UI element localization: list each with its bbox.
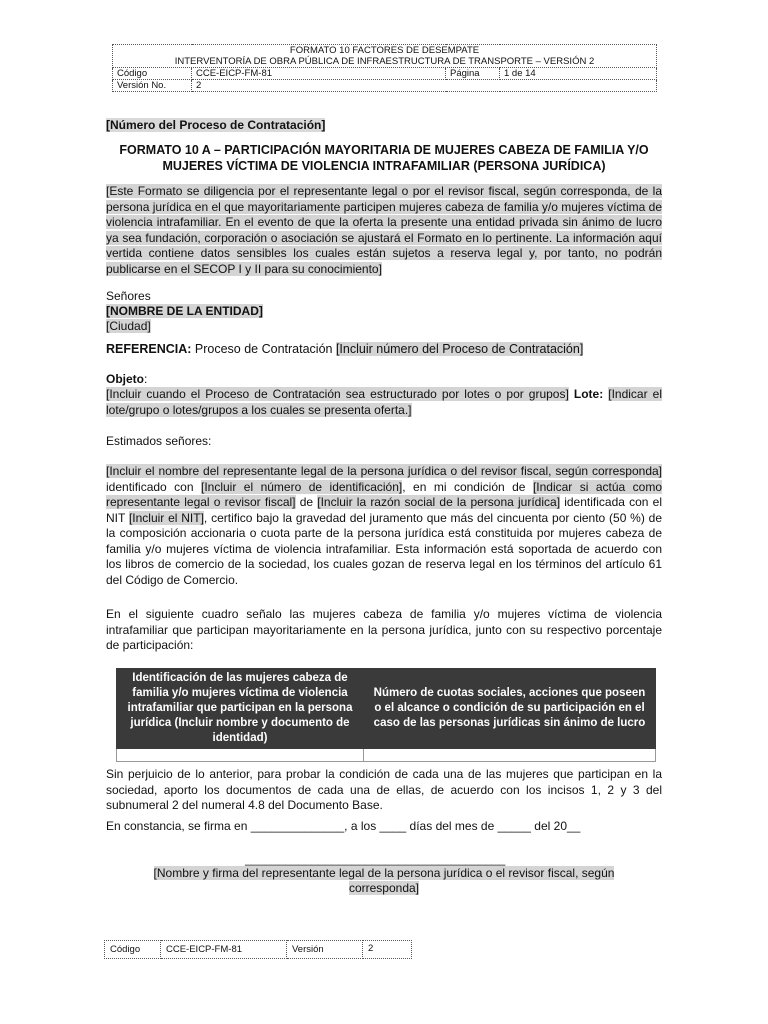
header-title <box>113 45 657 68</box>
footer-codigo-label: Código <box>105 941 161 959</box>
table-cell[interactable] <box>364 749 656 762</box>
saludo: Estimados señores: <box>106 434 212 448</box>
signature-line: _______________________________________ <box>245 852 506 866</box>
objeto-colon: : <box>144 372 148 386</box>
body1-text-2: , en mi condición de <box>402 479 533 494</box>
placeholder-condicion: [Indicar si actúa como representante legal o revisor fiscal] <box>106 479 663 509</box>
ciudad-placeholder <box>106 319 662 335</box>
placeholder-nit: [Incluir el NIT] <box>128 510 204 525</box>
page-title: FORMATO 10 A – PARTICIPACIÓN MAYORITARIA DE MUJERES CABEZA DE FAMILIA Y/O MUJERES VÍCTIMA DE VIOLENCIA INTRAFAMILIAR (PERSONA JURÍDICA) <box>119 143 649 173</box>
footer-version-label: Versión <box>287 941 363 959</box>
objeto-text <box>106 387 662 418</box>
codigo-value: CCE-EICP-FM-81 <box>192 68 446 80</box>
objeto-placeholder-2: [Indicar el lote/grupo o lotes/grupos a los cuales se presenta oferta.] <box>106 387 662 417</box>
header-line-2: INTERVENTORÍA DE OBRA PÚBLICA DE INFRAESTRUCTURA DE TRANSPORTE – VERSIÓN 2 <box>174 56 595 67</box>
documentos-paragraph: Sin perjuicio de lo anterior, para probar la condición de cada una de las mujeres que participan en la sociedad, aporto los documentos de cada una de ellas, de acuerdo con los incisos 1, 2 y 3 del subnumeral 2 del numeral 4.8 del Documento Base. <box>106 767 662 812</box>
footer-table <box>104 940 412 959</box>
pagina-label: Página <box>446 68 500 80</box>
signature-placeholder: [Nombre y firma del representante legal de la persona jurídica o el revisor fiscal, según corresponda] <box>153 866 615 895</box>
version-label: Versión No. <box>113 80 192 92</box>
objeto-label: Objeto <box>106 372 144 386</box>
lote-label: Lote: <box>568 387 609 401</box>
body1-text-5: , certifico bajo la gravedad del juramento que más del cincuenta por ciento (50 %) de la composición accionaria o cuota parte de la persona jurídica está constituida por mujeres cabeza de familia y/o mujeres víctima de violencia intrafamiliar. Esta información está soportada de acuerdo con los libros de comercio de la sociedad, los cuales gozan de reserva legal en los términos del artículo 61 del Código de Comercio. <box>106 510 663 587</box>
certification-paragraph <box>106 464 662 588</box>
proceso-placeholder: [Número del Proceso de Contratación] <box>106 118 326 132</box>
intro-text: [Este Formato se diligencia por el representante legal o por el revisor fiscal, según corresponda, de la persona jurídica en el que mayoritariamente participen mujeres cabeza de familia y/o mujeres víctima de violencia intrafamiliar. En el evento de que la oferta la presente una entidad privada sin ánimo de lucro ya sea fundación, corporación o asociación se ajustará el Formato en lo pertinente. La información aquí vertida contiene datos sensibles los cuales están sujetos a reserva legal y, por tanto, no podrán publicarse en el SECOP I y II para su conocimiento] <box>106 184 662 276</box>
participation-table <box>116 668 656 762</box>
referencia-placeholder: [Incluir número del Proceso de Contratación] <box>335 342 584 356</box>
objeto-heading <box>106 372 662 388</box>
placeholder-identificacion: [Incluir el número de identificación] <box>200 479 403 494</box>
entidad-text: [NOMBRE DE LA ENTIDAD] <box>106 304 263 318</box>
referencia <box>106 342 662 358</box>
intro-paragraph <box>106 184 662 277</box>
body1-text-4: identificada con el NIT <box>106 495 662 525</box>
version-value: 2 <box>192 80 657 92</box>
referencia-label: REFERENCIA: <box>106 342 192 356</box>
table-cell[interactable] <box>117 749 364 762</box>
pagina-value: 1 de 14 <box>500 68 657 80</box>
placeholder-razon-social: [Incluir la razón social de la persona jurídica] <box>317 495 561 509</box>
signature-caption <box>130 866 638 896</box>
header-table <box>112 44 657 92</box>
referencia-text: Proceso de Contratación <box>191 342 336 356</box>
cuadro-paragraph: En el siguiente cuadro señalo las mujeres cabeza de familia y/o mujeres víctima de violencia intrafamiliar que participan mayoritariamente en la persona jurídica, junto con su respectivo porcentaje de participación: <box>106 607 662 652</box>
placeholder-representante: [Incluir el nombre del representante legal de la persona jurídica o del revisor fiscal, según corresponda] <box>106 464 662 478</box>
codigo-label: Código <box>113 68 192 80</box>
table-header-cuotas: Número de cuotas sociales, acciones que poseen o el alcance o condición de su participación en el caso de las personas jurídicas sin ánimo de lucro <box>364 669 656 749</box>
entidad-placeholder <box>106 304 662 320</box>
body1-text-3: de <box>295 495 318 509</box>
header-line-1: FORMATO 10 FACTORES DE DESEMPATE <box>289 45 480 56</box>
table-row <box>117 749 656 762</box>
footer-codigo-value: CCE-EICP-FM-81 <box>161 941 287 959</box>
ciudad-text: [Ciudad] <box>106 319 151 333</box>
senores: Señores <box>106 289 151 303</box>
objeto-placeholder-1: [Incluir cuando el Proceso de Contratación sea estructurado por lotes o por grupos] <box>106 387 569 401</box>
footer-version-value: 2 <box>363 941 412 959</box>
body1-text-1: identificado con <box>106 479 201 494</box>
constancia-line: En constancia, se firma en ______________, a los ____ días del mes de _____ del 20__ <box>106 819 581 833</box>
table-header-identificacion: Identificación de las mujeres cabeza de familia y/o mujeres víctima de violencia intrafamiliar que participan en la persona jurídica (Incluir nombre y documento de identidad) <box>117 669 364 749</box>
